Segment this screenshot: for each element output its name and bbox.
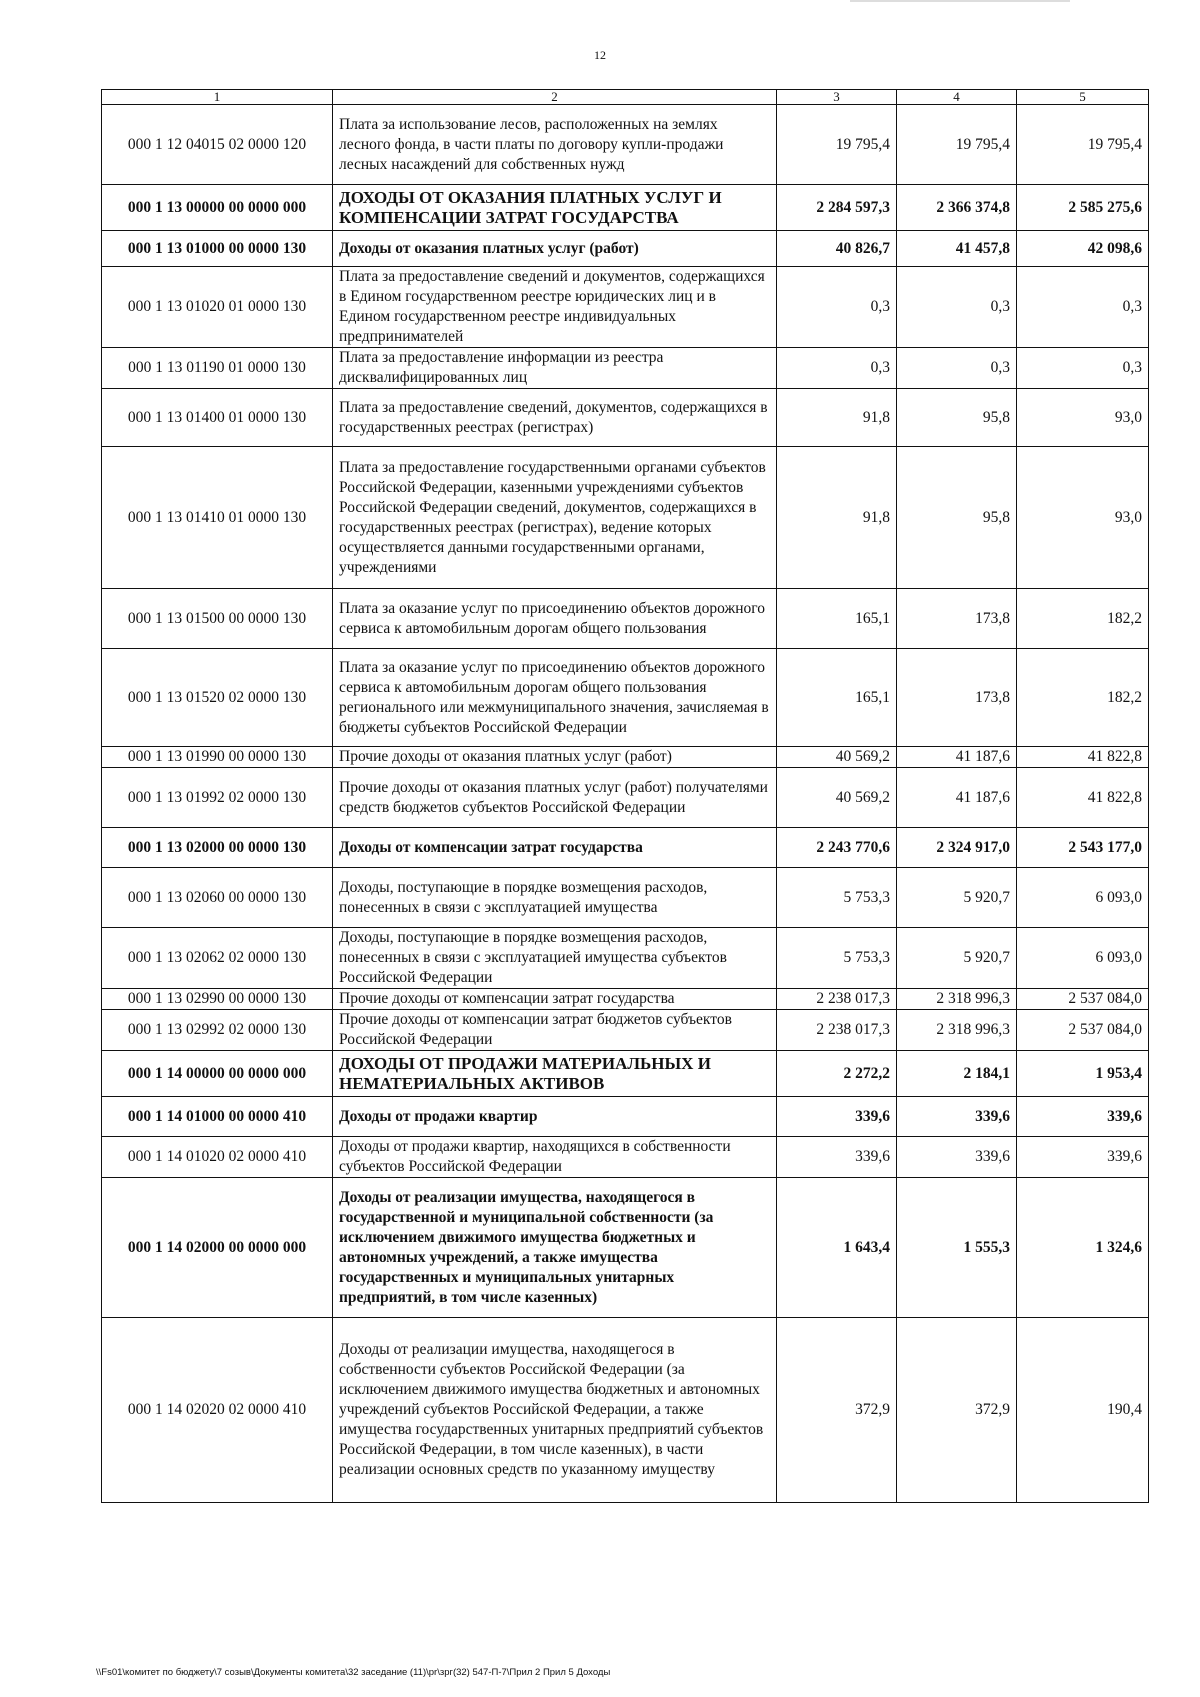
column-header: 3 [777,90,897,105]
row-name: Доходы от оказания платных услуг (работ) [333,231,777,267]
table-row [102,389,1149,447]
row-value-year2: 0,3 [897,348,1017,389]
row-value-year1: 372,9 [777,1318,897,1503]
revenue-table [101,89,1149,1503]
row-value-year2: 1 555,3 [897,1178,1017,1318]
row-value-year1: 339,6 [777,1137,897,1178]
row-value-year3: 2 537 084,0 [1017,989,1149,1010]
row-value-year2: 2 318 996,3 [897,989,1017,1010]
table-row [102,989,1149,1010]
row-value-year2: 2 184,1 [897,1051,1017,1097]
row-value-year3: 182,2 [1017,649,1149,747]
row-value-year2: 339,6 [897,1097,1017,1137]
row-value-year3: 0,3 [1017,267,1149,348]
row-name: Прочие доходы от оказания платных услуг (работ) получателями средств бюджетов субъектов Российской Федерации [333,768,777,828]
row-value-year3: 339,6 [1017,1137,1149,1178]
row-value-year3: 2 543 177,0 [1017,828,1149,868]
row-value-year1: 165,1 [777,649,897,747]
row-code: 000 1 12 04015 02 0000 120 [102,105,333,185]
row-value-year2: 41 187,6 [897,768,1017,828]
row-code: 000 1 13 00000 00 0000 000 [102,185,333,231]
table-row [102,828,1149,868]
row-value-year3: 42 098,6 [1017,231,1149,267]
row-name: Доходы от компенсации затрат государства [333,828,777,868]
row-value-year3: 190,4 [1017,1318,1149,1503]
column-header: 4 [897,90,1017,105]
table-row [102,185,1149,231]
row-code: 000 1 14 01020 02 0000 410 [102,1137,333,1178]
row-value-year1: 165,1 [777,589,897,649]
row-name: Доходы от реализации имущества, находящегося в собственности субъектов Российской Федерации (за исключением движимого имущества бюджетных и автономных учреждений субъектов Российской Федерации, а также имущества государственных унитарных предприятий субъектов Российской Федерации, в том числе казенных), в части реализации основных средств по указанному имуществу [333,1318,777,1503]
table-row [102,231,1149,267]
row-code: 000 1 13 01020 01 0000 130 [102,267,333,348]
row-name: Доходы от продажи квартир, находящихся в собственности субъектов Российской Федерации [333,1137,777,1178]
row-value-year3: 182,2 [1017,589,1149,649]
row-value-year3: 41 822,8 [1017,768,1149,828]
row-value-year1: 5 753,3 [777,928,897,989]
table-row [102,768,1149,828]
row-code: 000 1 13 01000 00 0000 130 [102,231,333,267]
row-name: ДОХОДЫ ОТ ОКАЗАНИЯ ПЛАТНЫХ УСЛУГ И КОМПЕНСАЦИИ ЗАТРАТ ГОСУДАРСТВА [333,185,777,231]
row-value-year3: 19 795,4 [1017,105,1149,185]
row-value-year1: 1 643,4 [777,1178,897,1318]
row-value-year1: 40 826,7 [777,231,897,267]
row-code: 000 1 13 02060 00 0000 130 [102,868,333,928]
row-value-year3: 93,0 [1017,389,1149,447]
table-row [102,447,1149,589]
row-name: Прочие доходы от компенсации затрат государства [333,989,777,1010]
page-number: 12 [594,48,606,62]
row-code: 000 1 13 01500 00 0000 130 [102,589,333,649]
row-name: Доходы, поступающие в порядке возмещения расходов, понесенных в связи с эксплуатацией имущества [333,868,777,928]
row-code: 000 1 13 01190 01 0000 130 [102,348,333,389]
row-name: Плата за предоставление информации из реестра дисквалифицированных лиц [333,348,777,389]
file-path-footer: \\Fs01\комитет по бюджету\7 созыв\Документы комитета\32 заседание (11)\pr\зрг(32) 547-П-7\Прил 2 Прил 5 Доходы [96,1667,611,1678]
row-value-year2: 173,8 [897,589,1017,649]
row-value-year3: 41 822,8 [1017,747,1149,768]
table-row [102,649,1149,747]
row-name: Плата за оказание услуг по присоединению объектов дорожного сервиса к автомобильным дорогам общего пользования регионального или межмуниципального значения, зачисляемая в бюджеты субъектов Российской Федерации [333,649,777,747]
row-name: ДОХОДЫ ОТ ПРОДАЖИ МАТЕРИАЛЬНЫХ И НЕМАТЕРИАЛЬНЫХ АКТИВОВ [333,1051,777,1097]
row-name: Плата за предоставление государственными органами субъектов Российской Федерации, казенными учреждениями субъектов Российской Федерации сведений, документов, содержащихся в государственных реестрах (регистрах), ведение которых осуществляется данными государственными органами, учреждениями [333,447,777,589]
row-value-year2: 95,8 [897,389,1017,447]
row-value-year1: 0,3 [777,348,897,389]
row-code: 000 1 14 02020 02 0000 410 [102,1318,333,1503]
row-code: 000 1 13 01520 02 0000 130 [102,649,333,747]
row-value-year1: 40 569,2 [777,747,897,768]
table-row [102,348,1149,389]
row-name: Доходы от продажи квартир [333,1097,777,1137]
row-code: 000 1 13 02990 00 0000 130 [102,989,333,1010]
row-value-year1: 0,3 [777,267,897,348]
row-value-year1: 339,6 [777,1097,897,1137]
row-code: 000 1 13 01990 00 0000 130 [102,747,333,768]
table-row [102,1097,1149,1137]
row-value-year2: 5 920,7 [897,928,1017,989]
row-name: Прочие доходы от компенсации затрат бюджетов субъектов Российской Федерации [333,1010,777,1051]
row-value-year2: 2 324 917,0 [897,828,1017,868]
row-value-year3: 2 585 275,6 [1017,185,1149,231]
table-row [102,1010,1149,1051]
row-value-year2: 372,9 [897,1318,1017,1503]
row-value-year2: 0,3 [897,267,1017,348]
row-code: 000 1 14 00000 00 0000 000 [102,1051,333,1097]
row-value-year2: 339,6 [897,1137,1017,1178]
table-row [102,1178,1149,1318]
row-name: Плата за использование лесов, расположенных на землях лесного фонда, в части платы по договору купли-продажи лесных насаждений для собственных нужд [333,105,777,185]
row-value-year1: 2 284 597,3 [777,185,897,231]
row-value-year1: 2 243 770,6 [777,828,897,868]
row-value-year1: 91,8 [777,447,897,589]
table-row [102,1137,1149,1178]
table-row [102,1318,1149,1503]
row-name: Прочие доходы от оказания платных услуг (работ) [333,747,777,768]
column-header: 2 [333,90,777,105]
row-value-year3: 93,0 [1017,447,1149,589]
row-name: Плата за предоставление сведений, документов, содержащихся в государственных реестрах (регистрах) [333,389,777,447]
row-value-year3: 2 537 084,0 [1017,1010,1149,1051]
row-code: 000 1 13 02062 02 0000 130 [102,928,333,989]
row-value-year2: 5 920,7 [897,868,1017,928]
row-value-year1: 5 753,3 [777,868,897,928]
row-name: Плата за оказание услуг по присоединению объектов дорожного сервиса к автомобильным дорогам общего пользования [333,589,777,649]
row-value-year3: 6 093,0 [1017,928,1149,989]
row-value-year1: 2 238 017,3 [777,1010,897,1051]
row-value-year2: 41 457,8 [897,231,1017,267]
table-row [102,747,1149,768]
row-value-year3: 339,6 [1017,1097,1149,1137]
column-header: 5 [1017,90,1149,105]
row-name: Доходы от реализации имущества, находящегося в государственной и муниципальной собственности (за исключением движимого имущества бюджетных и автономных учреждений, а также имущества государственных и муниципальных унитарных предприятий, в том числе казенных) [333,1178,777,1318]
row-value-year2: 19 795,4 [897,105,1017,185]
row-name: Плата за предоставление сведений и документов, содержащихся в Едином государственном реестре юридических лиц и в Едином государственном реестре индивидуальных предпринимателей [333,267,777,348]
row-value-year1: 40 569,2 [777,768,897,828]
row-value-year2: 95,8 [897,447,1017,589]
column-header: 1 [102,90,333,105]
row-value-year1: 91,8 [777,389,897,447]
row-value-year2: 41 187,6 [897,747,1017,768]
row-code: 000 1 13 02000 00 0000 130 [102,828,333,868]
row-code: 000 1 14 02000 00 0000 000 [102,1178,333,1318]
row-value-year3: 0,3 [1017,348,1149,389]
row-value-year1: 19 795,4 [777,105,897,185]
table-row [102,1051,1149,1097]
row-value-year3: 1 324,6 [1017,1178,1149,1318]
table-row [102,868,1149,928]
row-value-year1: 2 238 017,3 [777,989,897,1010]
row-code: 000 1 13 01992 02 0000 130 [102,768,333,828]
row-value-year3: 6 093,0 [1017,868,1149,928]
row-value-year1: 2 272,2 [777,1051,897,1097]
row-code: 000 1 13 01400 01 0000 130 [102,389,333,447]
row-code: 000 1 14 01000 00 0000 410 [102,1097,333,1137]
row-value-year3: 1 953,4 [1017,1051,1149,1097]
table-row [102,928,1149,989]
row-code: 000 1 13 01410 01 0000 130 [102,447,333,589]
table-row [102,105,1149,185]
column-header-row [102,90,1149,105]
table-row [102,589,1149,649]
row-code: 000 1 13 02992 02 0000 130 [102,1010,333,1051]
row-value-year2: 2 318 996,3 [897,1010,1017,1051]
row-name: Доходы, поступающие в порядке возмещения расходов, понесенных в связи с эксплуатацией имущества субъектов Российской Федерации [333,928,777,989]
row-value-year2: 2 366 374,8 [897,185,1017,231]
table-row [102,267,1149,348]
row-value-year2: 173,8 [897,649,1017,747]
scan-artifact [850,0,1070,2]
